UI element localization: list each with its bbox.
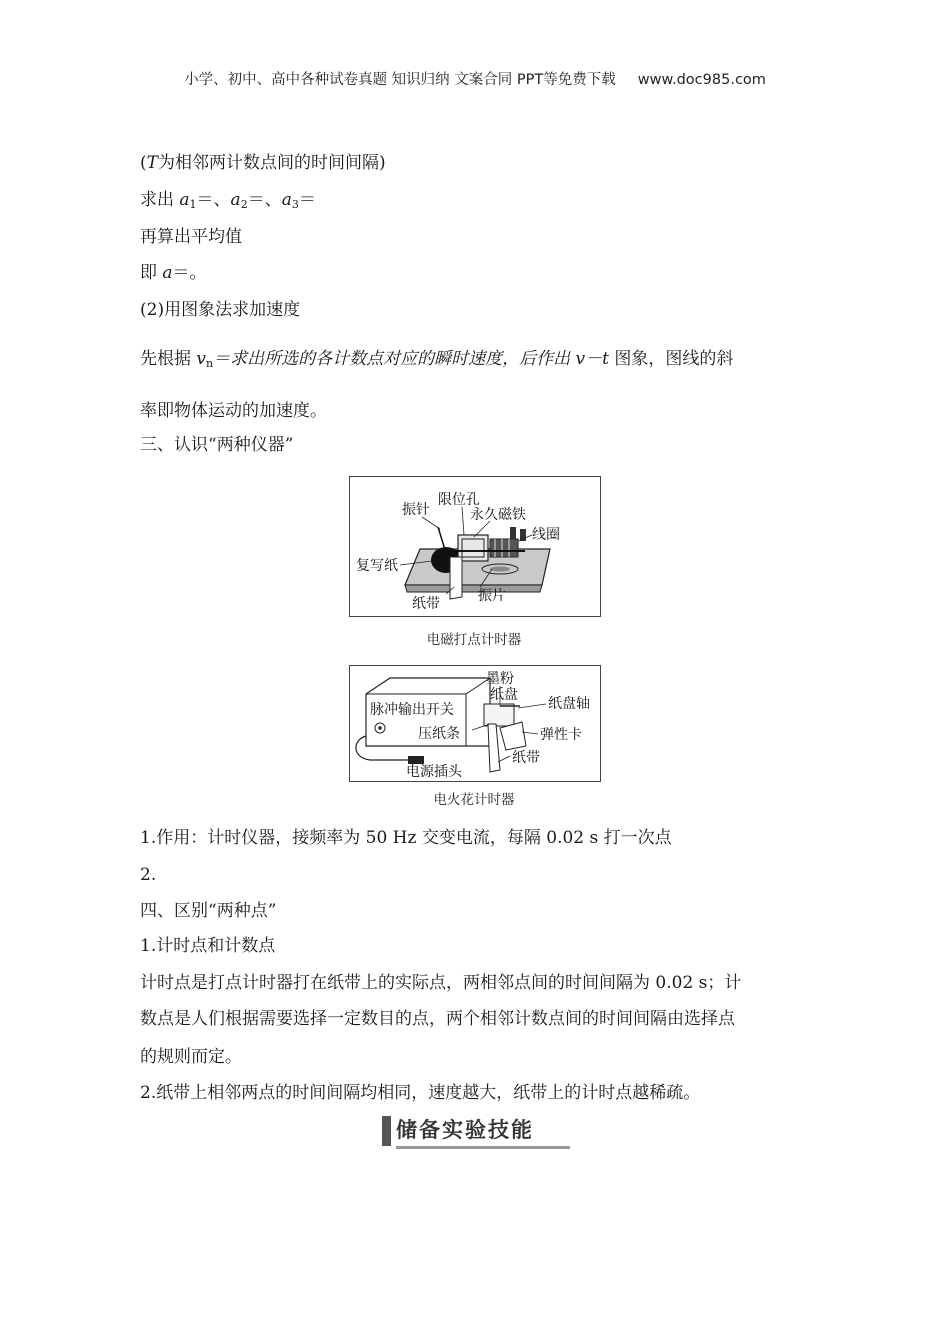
sub-3: 3 xyxy=(291,198,299,211)
section-three-heading: 三、认识“两种仪器” xyxy=(140,435,294,455)
label-toner: 墨粉 xyxy=(486,671,514,687)
line-slope: 率即物体运动的加速度。 xyxy=(140,401,327,421)
line-graph-method: (2)用图象法求加速度 xyxy=(140,300,301,320)
label-limit-hole: 限位孔 xyxy=(438,492,480,508)
line6-suffix: 图象，图线的斜 xyxy=(608,349,734,369)
banner-title: 储备实验技能 xyxy=(396,1114,570,1149)
electromagnetic-timer-illustration xyxy=(350,477,600,616)
label-disc-spindle: 纸盘轴 xyxy=(548,696,590,712)
header-text: 小学、初中、高中各种试卷真题 知识归纳 文案合同 PPT等免费下载 xyxy=(184,72,616,88)
limit-hole xyxy=(490,567,510,572)
label-carbon-paper: 复写纸 xyxy=(356,558,398,574)
item-function: 1.作用：计时仪器，接频率为 50 Hz 交变电流，每隔 0.02 s 打一次点 xyxy=(140,828,672,848)
item-tape-intervals: 2.纸带上相邻两点的时间间隔均相同，速度越大，纸带上的计时点越稀疏。 xyxy=(140,1083,701,1103)
label-elastic-clip: 弹性卡 xyxy=(540,727,582,743)
line-a-equals xyxy=(140,262,207,284)
paren-open: ( xyxy=(140,153,147,173)
line4-prefix: 即 xyxy=(140,263,163,283)
section-four-heading: 四、区别“两种点” xyxy=(140,901,277,921)
eq-sep-2: ＝、 xyxy=(247,190,282,210)
paper-disc-holder xyxy=(484,704,514,726)
line6-mid: ＝求出所选的各计数点对应的瞬时速度，后作出 xyxy=(213,349,576,369)
leader-line xyxy=(498,756,510,762)
symbol-T: T xyxy=(146,153,158,173)
line2-prefix: 求出 xyxy=(140,190,180,210)
label-magnet: 永久磁铁 xyxy=(470,507,526,523)
line-average: 再算出平均值 xyxy=(140,227,242,247)
leader-line xyxy=(422,517,440,529)
symbol-v: v xyxy=(196,349,207,369)
symbol-a3: a xyxy=(281,190,292,210)
coil-block xyxy=(490,539,518,557)
leader-line xyxy=(518,704,546,708)
paragraph-line-2: 数点是人们根据需要选择一定数目的点，两个相邻计数点间的时间间隔由选择点 xyxy=(140,1009,735,1029)
line1-text: 为相邻两计数点间的时间间隔) xyxy=(157,153,386,173)
sub-2: 2 xyxy=(240,198,248,211)
section-banner xyxy=(382,1114,570,1148)
paper-tape xyxy=(450,557,462,599)
switch-dot xyxy=(378,726,382,730)
symbol-a1: a xyxy=(179,190,190,210)
terminal xyxy=(510,527,516,539)
paper-tape xyxy=(488,724,500,772)
spark-timer-illustration xyxy=(350,666,600,781)
line4-suffix: ＝。 xyxy=(172,263,207,283)
sub-n: n xyxy=(206,357,214,370)
symbol-vt: v－t xyxy=(575,349,609,369)
banner-bar xyxy=(382,1116,391,1146)
label-needle: 振针 xyxy=(402,502,430,518)
symbol-a: a xyxy=(162,263,173,283)
paragraph-line-1: 计时点是打点计时器打在纸带上的实际点，两相邻点间的时间间隔为 0.02 s；计 xyxy=(140,973,742,993)
header-site: www.doc985.com xyxy=(637,72,766,88)
paragraph-line-3: 的规则而定。 xyxy=(140,1047,242,1067)
line-find-a xyxy=(140,189,316,216)
label-power-plug: 电源插头 xyxy=(406,764,462,780)
eq-sep-1: ＝、 xyxy=(196,190,231,210)
page-header xyxy=(0,68,950,89)
leader-line xyxy=(462,507,464,535)
label-press-strip: 压纸条 xyxy=(418,726,460,742)
timer-base-edge xyxy=(405,585,542,592)
item-timing-counting: 1.计时点和计数点 xyxy=(140,936,276,956)
label-paper-tape: 纸带 xyxy=(512,750,540,766)
label-vibrating-plate: 振片 xyxy=(478,588,506,604)
label-paper-tape: 纸带 xyxy=(412,596,440,612)
item-two: 2. xyxy=(140,865,157,885)
symbol-a2: a xyxy=(230,190,241,210)
label-coil: 线圈 xyxy=(532,527,560,543)
label-paper-disc: 纸盘 xyxy=(490,687,518,703)
line-vn xyxy=(140,348,733,375)
label-pulse-switch: 脉冲输出开关 xyxy=(370,702,454,718)
eq-end: ＝ xyxy=(298,190,316,210)
figure-electromagnetic-timer xyxy=(349,476,601,617)
line6-prefix: 先根据 xyxy=(140,349,197,369)
figure-spark-timer xyxy=(349,665,601,782)
figure2-caption: 电火花计时器 xyxy=(433,792,515,808)
power-plug xyxy=(408,756,424,764)
sub-1: 1 xyxy=(189,198,197,211)
line-time-interval xyxy=(140,152,386,174)
figure1-caption: 电磁打点计时器 xyxy=(426,632,522,648)
